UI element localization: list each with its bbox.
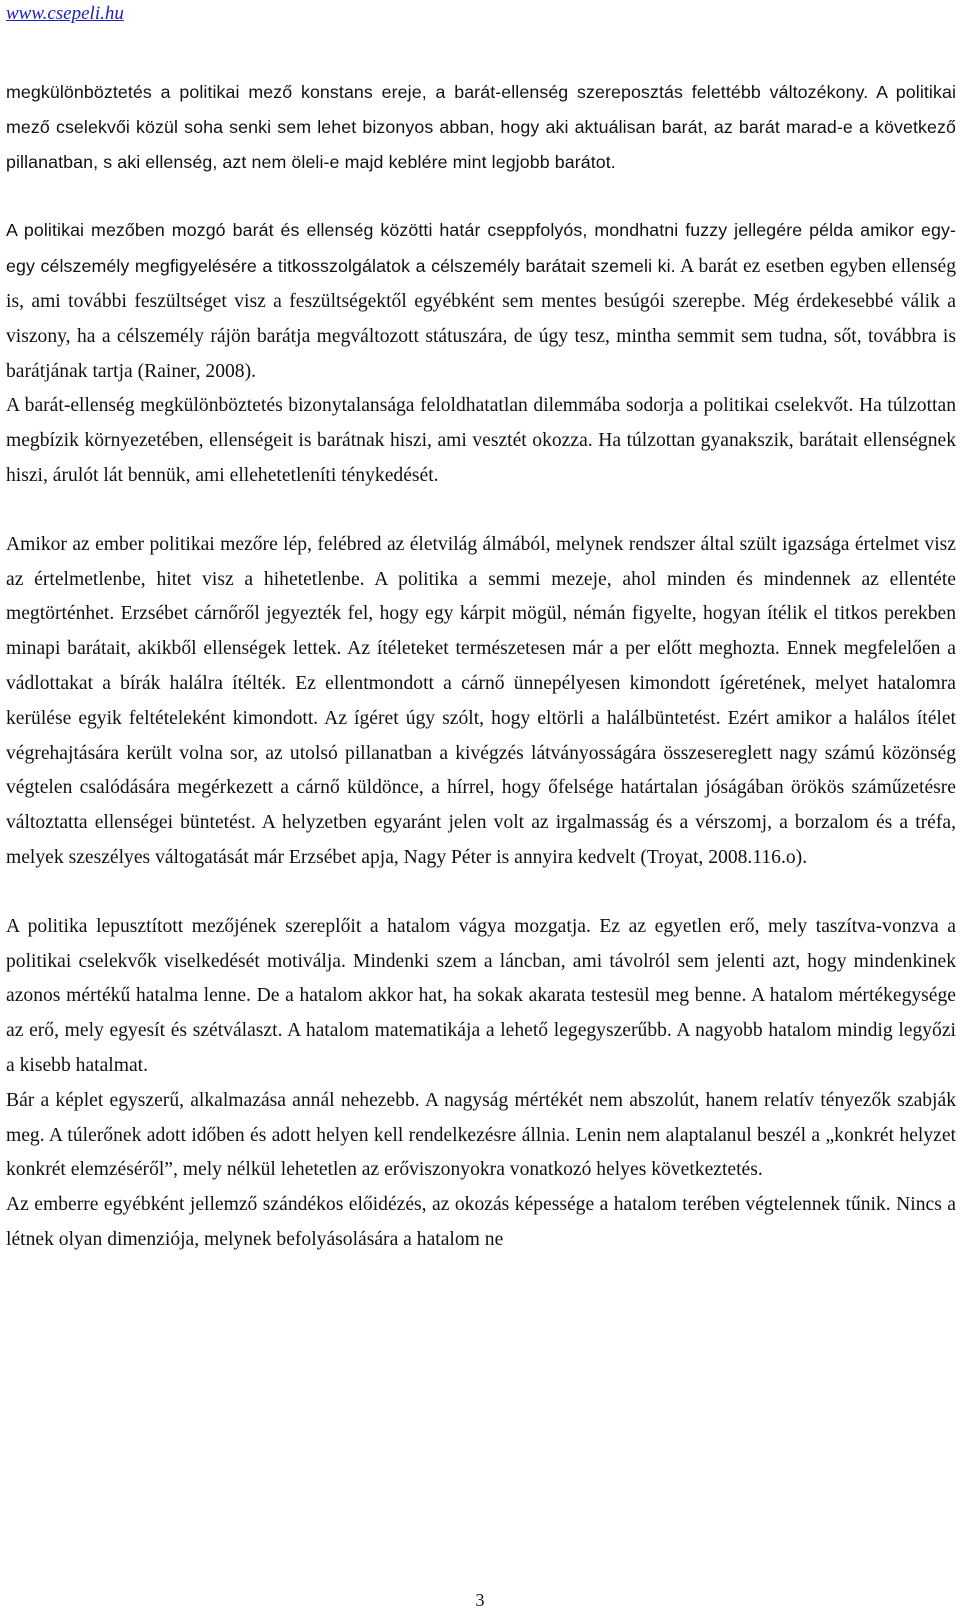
paragraph-5: A politika lepusztított mezőjének szereplőit a hatalom vágya mozgatja. Ez az egyetlen erő, mely taszítva-vonzva a politikai cselekvők viselkedését motiválja. Mindenki szem a láncban, ami távolról sem jelenti azt, hogy mindenkinek azonos mértékű hatalma lenne. De a hatalom akkor hat, ha sokak akarata testesül meg benne. A hatalom mértékegysége az erő, mely egyesít és szétválaszt. A hatalom matematikája a lehető legegyszerűbb. A nagyobb hatalom mindig legyőzi a kisebb hatalmat. (6, 915, 956, 1076)
paragraph-gap (6, 179, 956, 213)
paragraph-2 (6, 213, 956, 389)
paragraph-gap (6, 494, 956, 528)
paragraph-2-part-c: Még érdekesebbé válik a viszony, ha a célszemély rájön barátja megváltozott státuszára, de úgy tesz, mintha semmit sem tudna, sőt, továbbra is barátjának tartja (Rainer, 2008). (6, 290, 956, 382)
paragraph-7: Az emberre egyébként jellemző szándékos előidézés, az okozás képessége a hatalom terében végtelennek tűnik. Nincs a létnek olyan dimenziója, melynek befolyásolására a hatalom ne (6, 1194, 956, 1250)
paragraph-6: Bár a képlet egyszerű, alkalmazása annál nehezebb. A nagyság mértékét nem abszolút, hanem relatív tényezők szabják meg. A túlerőnek adott időben és adott helyen kell rendelkezésre állnia. Lenin nem alaptalanul beszél a „konkrét helyzet konkrét elemzéséről”, mely nélkül lehetetlen az erőviszonyokra vonatkozó helyes következtetés. (6, 1089, 956, 1181)
paragraph-4: Amikor az ember politikai mezőre lép, felébred az életvilág álmából, melynek rendszer által szült igazsága értelmet visz az értelmetlenbe, hitet visz a hihetetlenbe. A politika a semmi mezeje, ahol minden és mindennek az ellentéte megtörténhet. Erzsébet cárnőről jegyezték fel, hogy egy kárpit mögül, némán figyelte, hogyan ítélik el titkos perekben minapi barátait, akikből ellenségek lettek. Az ítéleteket természetesen már a per előtt meghozta. Ennek megfelelően a vádlottakat a bírák halálra ítélték. Ez ellentmondott a cárnő ünnepélyesen kimondott ígéretének, melyet hatalomra kerülése egyik feltételeként kimondott. Az ígéret úgy szólt, hogy eltörli a halálbüntetést. Ezért amikor a halálos ítélet végrehajtására került volna sor, az utolsó pillanatban a kivégzés látványosságára összesereglett nagy számú közönség végtelen csalódására megérkezett a cárnő küldönce, a hírrel, hogy őfelsége határtalan jóságában örökös száműzetésre változtatta ellenségei büntetést. A helyzetben egyaránt jelen volt az irgalmasság és a vérszomj, a borzalom és a tréfa, melyek szeszélyes váltogatását már Erzsébet apja, Nagy Péter is annyira kedvelt (Troyat, 2008.116.o). (6, 533, 956, 868)
paragraph-2-part-a: A politikai mezőben mozgó barát és ellenség közötti határ cseppfolyós, mondhatni fuzzy jellegére példa amikor egy-egy célszemély megfigyelésére a titkosszolgálatok a célszemély barátait szemeli ki. (6, 220, 956, 277)
page-number: 3 (475, 1590, 485, 1610)
site-link[interactable]: www.csepeli.hu (6, 3, 124, 24)
paragraph-1: megkülönböztetés a politikai mező konstans ereje, a barát-ellenség szereposztás felettébb változékony. A politikai mező cselekvői közül soha senki sem lehet bizonyos abban, hogy aki aktuálisan barát, az barát marad-e a következő pillanatban, s aki ellenség, azt nem öleli-e majd keblére mint legjobb barátot. (6, 82, 956, 172)
paragraph-gap (6, 876, 956, 910)
document-body (6, 75, 956, 1258)
paragraph-2-part-b: A barát ez esetben egyben ellenség is, ami további feszültséget visz a feszültségektől egyébként sem mentes besúgói szerepbe. (6, 256, 956, 312)
paragraph-3: A barát-ellenség megkülönböztetés bizonytalansága feloldhatatlan dilemmába sodorja a politikai cselekvőt. Ha túlzottan megbízik környezetében, ellenségeit is barátnak hiszi, ami vesztét okozza. Ha túlzottan gyanakszik, barátait ellenségnek hiszi, árulót lát bennük, ami ellehetetleníti ténykedését. (6, 395, 956, 486)
